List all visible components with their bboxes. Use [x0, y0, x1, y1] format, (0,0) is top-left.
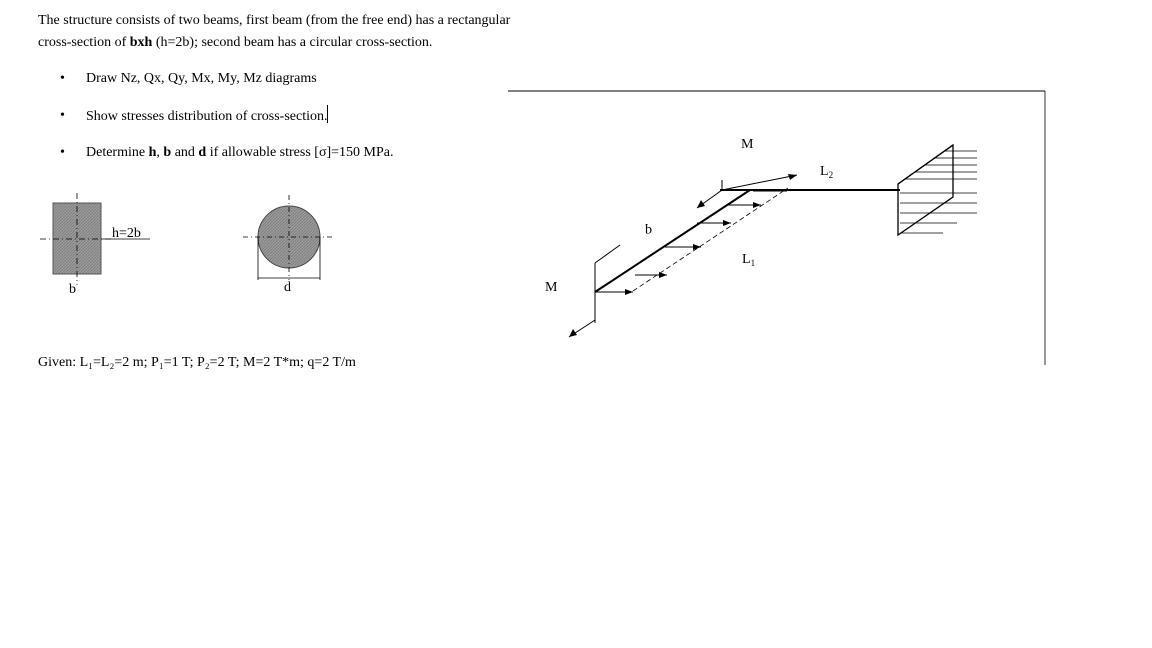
circle-d-label: d — [284, 280, 291, 295]
l1-label — [742, 252, 755, 268]
intro-line-1: The structure consists of two beams, first beam (from the free end) has a rectangular — [38, 13, 511, 28]
distributed-load — [633, 188, 788, 291]
cross-sections-figure — [30, 185, 360, 305]
l2-label-main: L — [820, 164, 829, 179]
task-rest: if allowable stress [σ]=150 MPa. — [206, 145, 394, 160]
task-and: and — [171, 145, 199, 160]
beam-l1 — [595, 190, 750, 292]
task-stresses-text[interactable]: Show stresses distribution of cross-section. — [86, 109, 328, 124]
moment-top-label: M — [741, 137, 754, 152]
intro-line-2-suffix: (h=2b); second beam has a circular cross-section. — [152, 35, 433, 50]
task-sep: , — [156, 145, 164, 160]
task-diagrams-text: Draw Nz, Qx, Qy, Mx, My, Mz diagrams — [86, 71, 317, 86]
task-determine-a: Determine — [86, 145, 149, 160]
bullet-icon: • — [60, 145, 65, 160]
task-list — [58, 68, 394, 179]
bullet-icon: • — [60, 108, 65, 123]
intro-line-2-prefix: cross-section of — [38, 35, 130, 50]
rect-section — [40, 193, 150, 297]
circle-section — [243, 195, 335, 295]
task-b: b — [163, 145, 172, 160]
beam-scheme-figure — [505, 85, 1050, 370]
task-item-determine — [58, 142, 394, 179]
given-data: Given: L₁=L₂=2 m; P₁=1 T; P₂=2 T; M=2 T*m; q=2 T/m — [38, 355, 356, 370]
task-determine-text — [86, 145, 394, 160]
intro-bxh: bxh — [129, 35, 153, 50]
fixed-support — [898, 145, 977, 235]
task-item-stresses — [58, 105, 394, 142]
problem-statement — [38, 10, 598, 54]
q-label: q — [645, 223, 652, 238]
text-cursor — [327, 105, 328, 123]
rect-h-label: h=2b — [112, 226, 141, 241]
moment-left — [569, 245, 633, 337]
task-item-diagrams — [58, 68, 394, 105]
l1-label-main: L — [742, 252, 751, 267]
task-d: d — [198, 145, 207, 160]
moment-left-label: M — [545, 280, 558, 295]
bullet-icon: • — [60, 71, 65, 86]
task-h: h — [148, 145, 157, 160]
rect-b-label: b — [69, 282, 76, 297]
l2-label-sub: 2 — [828, 170, 834, 180]
intro-line-2 — [38, 32, 598, 54]
l2-label — [820, 164, 833, 180]
l1-label-sub: 1 — [750, 258, 756, 268]
